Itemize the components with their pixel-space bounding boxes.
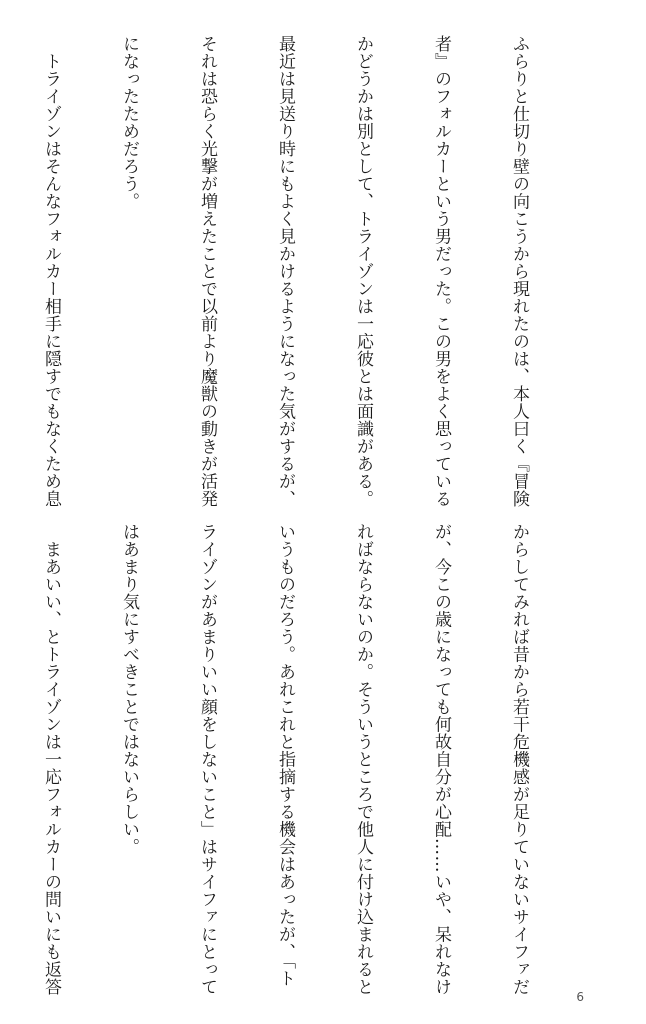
text-column: からしてみれば昔から若干危機感が足りていないサイファだ: [509, 523, 529, 996]
text-column: ふらりと仕切り壁の向こうから現れたのは、本人曰く『冒険: [509, 35, 529, 508]
text-column: になったためだろう。: [119, 35, 139, 210]
text-column: はあまり気にすべきことではないらしい。: [119, 523, 139, 856]
text-column: ればならないのか。そういうところで他人に付け込まれると: [353, 523, 373, 996]
text-column: ライゾンがあまりいい顔をしないこと」はサイファにとって: [197, 523, 217, 996]
text-column: 者』のフォルカーという男だった。この男をよく思っている: [431, 35, 451, 508]
upper-text-block: [41, 35, 584, 508]
text-column: かどうかは別として、トライゾンは一応彼とは面識がある。: [353, 35, 373, 508]
text-column: それは恐らく光撃が増えたことで以前より魔獣の動きが活発: [197, 35, 217, 508]
text-column: まあいい、とトライゾンは一応フォルカーの問いにも返答: [41, 523, 61, 996]
text-column: いうものだろう。あれこれと指摘する機会はあったが、「ト: [275, 523, 295, 987]
text-column: が、今この歳になっても何故自分が心配……いや、呆れなけ: [431, 523, 451, 996]
text-column: トライゾンはそんなフォルカー相手に隠すでもなくため息: [41, 35, 61, 508]
page-number: 6: [576, 990, 584, 1004]
lower-text-block: [41, 523, 584, 996]
text-column: 最近は見送り時にもよく見かけるようになった気がするが、: [275, 35, 295, 508]
